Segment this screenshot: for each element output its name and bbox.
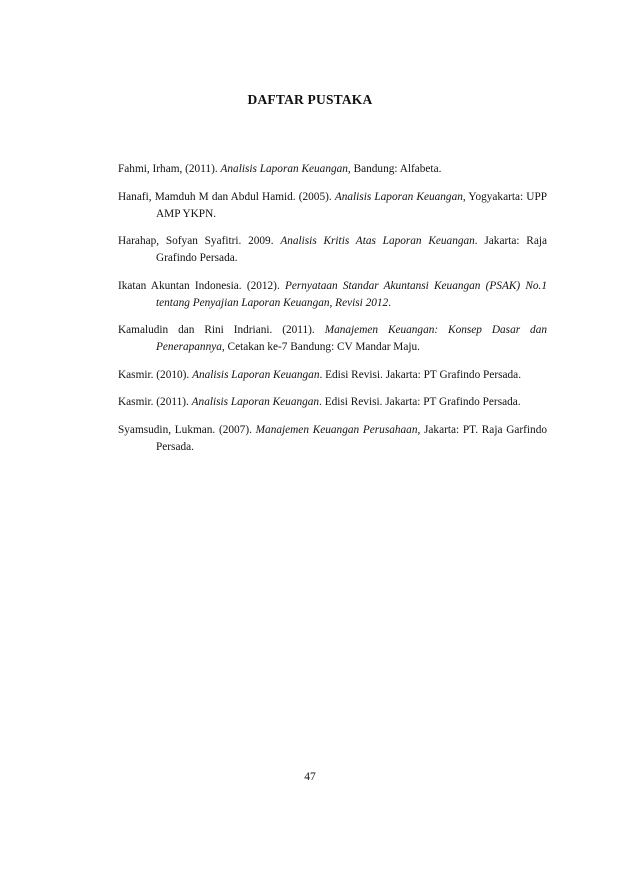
reference-publisher: , Bandung: Alfabeta. (347, 163, 442, 175)
reference-title: Manajemen Keuangan Perusahaan (255, 423, 418, 436)
reference-title: Analisis Laporan Keuangan (220, 163, 348, 175)
reference-publisher: , Yogyakarta: UPP AMP YKPN. (156, 190, 548, 220)
reference-author-year: Fahmi, Irham, (2011). (118, 163, 221, 175)
reference-entry (118, 278, 547, 312)
reference-entry (118, 189, 547, 223)
reference-list (118, 161, 547, 466)
reference-publisher: . Edisi Revisi. Jakarta: PT Grafindo Persada. (319, 396, 521, 408)
reference-publisher: , Cetakan ke-7 Bandung: CV Mandar Maju. (221, 341, 420, 353)
reference-author-year: Kamaludin dan Rini Indriani. (2011). (118, 324, 325, 336)
reference-author-year: Ikatan Akuntan Indonesia. (2012). (118, 279, 285, 292)
reference-publisher: , Jakarta: PT. Raja Garfindo Persada. (156, 423, 547, 453)
reference-title: Analisis Laporan Keuangan (192, 368, 320, 381)
reference-title: Pernyataan Standar Akuntansi Keuangan (PSAK) No.1 tentang Penyajian Laporan Keuangan, Revisi 2012 (156, 279, 547, 309)
reference-title: Manajemen Keuangan: Konsep Dasar dan Penerapannya (156, 324, 547, 353)
reference-author-year: Harahap, Sofyan Syafitri. 2009. (118, 235, 281, 247)
reference-entry (118, 394, 547, 411)
page-number: 47 (304, 771, 316, 783)
reference-author-year: Syamsudin, Lukman. (2007). (118, 423, 256, 436)
reference-title: Analisis Laporan Keuangan (191, 396, 320, 408)
reference-publisher: . (388, 296, 392, 309)
reference-publisher: . Edisi Revisi. Jakarta: PT Grafindo Persada. (319, 368, 522, 381)
page-title: DAFTAR PUSTAKA (247, 92, 373, 107)
reference-author-year: Kasmir. (2010). (118, 368, 193, 381)
reference-title: Analisis Kritis Atas Laporan Keuangan (280, 235, 475, 247)
reference-publisher: . Jakarta: Raja Grafindo Persada. (156, 235, 547, 264)
reference-title: Analisis Laporan Keuangan (334, 190, 463, 203)
reference-entry (118, 367, 547, 384)
reference-author-year: Kasmir. (2011). (118, 396, 192, 408)
reference-entry (118, 322, 547, 356)
reference-entry (118, 233, 547, 267)
reference-entry (118, 161, 547, 178)
reference-entry (118, 422, 547, 456)
reference-author-year: Hanafi, Mamduh M dan Abdul Hamid. (2005). (118, 190, 335, 203)
